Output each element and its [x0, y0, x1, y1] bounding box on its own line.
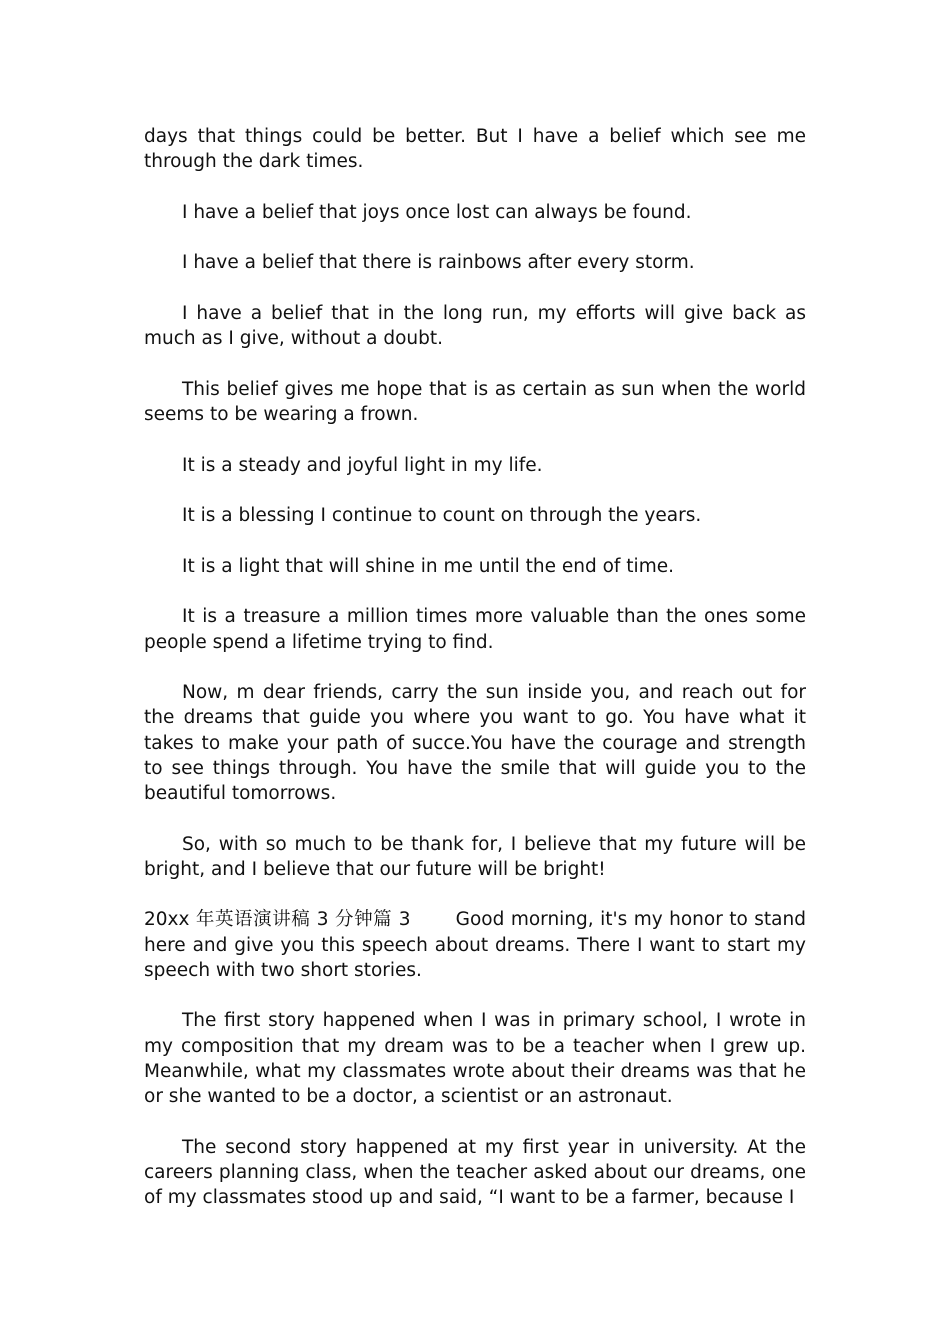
paragraph: Now, m dear friends, carry the sun inside you, and reach out for the dreams that guide you where you want to go. You have what it takes to make your path of succe.You have the courage and strength to see things through. You have the smile that will guide you to the beautiful tomorrows. — [144, 682, 806, 804]
paragraph: It is a light that will shine in me until the end of time. — [182, 555, 674, 577]
document-page — [144, 124, 806, 1236]
paragraph: It is a steady and joyful light in my life. — [182, 454, 543, 476]
paragraph: The first story happened when I was in primary school, I wrote in my composition that my dream was to be a teacher when I grew up. Meanwhile, what my classmates wrote about their dreams was that he or she wanted to be a doctor, a scientist or an astronaut. — [144, 1010, 806, 1107]
paragraph: It is a treasure a million times more valuable than the ones some people spend a lifetime trying to find. — [144, 606, 806, 653]
section-paragraph — [144, 907, 806, 983]
paragraph: The second story happened at my first year in university. At the careers planning class, when the teacher asked about our dreams, one of my classmates stood up and said, “I want to be a farmer, because I — [144, 1136, 806, 1208]
paragraph: I have a belief that there is rainbows after every storm. — [182, 252, 695, 274]
heading-spacer — [410, 909, 455, 930]
paragraph: So, with so much to be thank for, I believe that my future will be bright, and I believe that our future will be bright! — [144, 833, 806, 880]
paragraph: I have a belief that in the long run, my efforts will give back as much as I give, without a doubt. — [144, 302, 806, 350]
paragraph: days that things could be better. But I have a belief which see me through the dark times. — [144, 126, 806, 173]
section-heading: 20xx 年英语演讲稿 3 分钟篇 3 — [144, 909, 411, 931]
section-first-paragraph: Good morning, it's my honor to stand here and give you this speech about dreams. There I want to start my speech with two short stories. — [144, 909, 806, 981]
paragraph: This belief gives me hope that is as certain as sun when the world seems to be wearing a frown. — [144, 378, 806, 425]
paragraph: I have a belief that joys once lost can always be found. — [182, 201, 692, 223]
paragraph: It is a blessing I continue to count on through the years. — [182, 505, 702, 527]
